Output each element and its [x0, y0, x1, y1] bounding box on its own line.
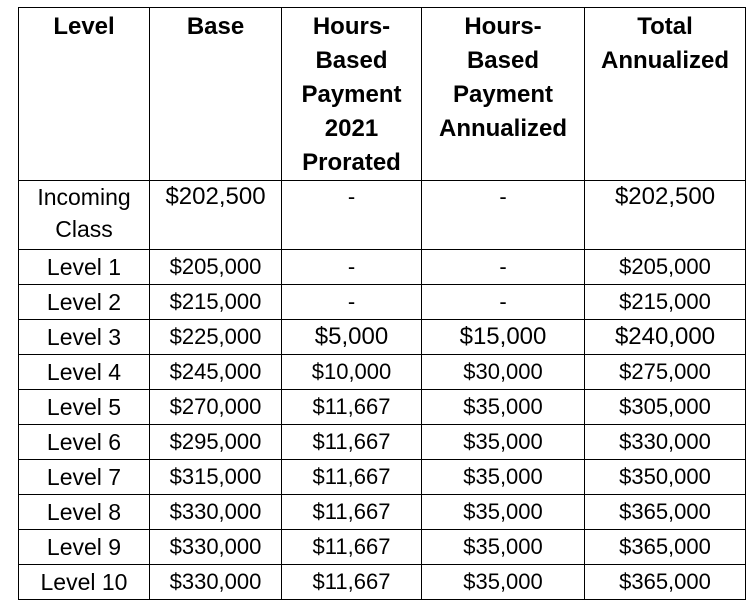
header-line: Total: [637, 13, 693, 40]
annualized-cell: $15,000: [422, 320, 585, 355]
base-cell: $225,000: [150, 320, 282, 355]
total-cell: $205,000: [585, 250, 746, 285]
prorated-cell: $11,667: [282, 495, 422, 530]
header-line: Based: [466, 47, 540, 74]
annualized-cell: $35,000: [422, 495, 585, 530]
table-row: [19, 530, 746, 565]
annualized-cell: -: [422, 181, 585, 250]
header-line: Annualized: [438, 115, 567, 142]
total-cell: $202,500: [585, 181, 746, 250]
header-row: [19, 8, 746, 181]
header-line: 2021: [324, 115, 379, 142]
level-cell: Level 6: [19, 425, 150, 460]
table-row: [19, 320, 746, 355]
header-line: Payment: [452, 81, 554, 108]
header-hours-prorated: [282, 8, 422, 181]
base-cell: $215,000: [150, 285, 282, 320]
table-row: [19, 181, 746, 250]
base-cell: $330,000: [150, 565, 282, 600]
annualized-cell: -: [422, 285, 585, 320]
level-cell: Level 2: [19, 285, 150, 320]
prorated-cell: -: [282, 181, 422, 250]
table-row: [19, 355, 746, 390]
annualized-cell: $30,000: [422, 355, 585, 390]
header-line: Annualized: [600, 47, 729, 74]
level-cell: Level 4: [19, 355, 150, 390]
level-line: Class: [55, 216, 113, 242]
annualized-cell: $35,000: [422, 530, 585, 565]
base-cell: $270,000: [150, 390, 282, 425]
prorated-cell: $11,667: [282, 460, 422, 495]
base-cell: $330,000: [150, 495, 282, 530]
total-cell: $305,000: [585, 390, 746, 425]
annualized-cell: $35,000: [422, 425, 585, 460]
level-cell: Level 10: [19, 565, 150, 600]
table-row: [19, 250, 746, 285]
prorated-cell: $11,667: [282, 390, 422, 425]
header-line: Payment: [301, 81, 402, 108]
prorated-cell: $11,667: [282, 425, 422, 460]
level-line: Incoming: [37, 184, 131, 210]
base-cell: $245,000: [150, 355, 282, 390]
level-cell: [19, 181, 150, 250]
total-cell: $330,000: [585, 425, 746, 460]
table-row: [19, 565, 746, 600]
level-cell: Level 8: [19, 495, 150, 530]
header-level: [19, 8, 150, 181]
prorated-cell: $5,000: [282, 320, 422, 355]
annualized-cell: $35,000: [422, 460, 585, 495]
header-line: Level: [53, 13, 115, 40]
prorated-cell: $11,667: [282, 530, 422, 565]
base-cell: $202,500: [150, 181, 282, 250]
base-cell: $330,000: [150, 530, 282, 565]
total-cell: $240,000: [585, 320, 746, 355]
prorated-cell: $11,667: [282, 565, 422, 600]
level-cell: Level 9: [19, 530, 150, 565]
level-cell: Level 3: [19, 320, 150, 355]
header-line: Based: [315, 47, 388, 74]
table-row: [19, 495, 746, 530]
base-cell: $295,000: [150, 425, 282, 460]
header-line: Base: [186, 13, 245, 40]
level-cell: Level 7: [19, 460, 150, 495]
header-total-annualized: [585, 8, 746, 181]
level-cell: Level 5: [19, 390, 150, 425]
annualized-cell: $35,000: [422, 390, 585, 425]
table-row: [19, 285, 746, 320]
table-row: [19, 425, 746, 460]
header-hours-annualized: [422, 8, 585, 181]
total-cell: $275,000: [585, 355, 746, 390]
level-cell: Level 1: [19, 250, 150, 285]
total-cell: $350,000: [585, 460, 746, 495]
total-cell: $215,000: [585, 285, 746, 320]
table-row: [19, 390, 746, 425]
prorated-cell: -: [282, 250, 422, 285]
prorated-cell: $10,000: [282, 355, 422, 390]
prorated-cell: -: [282, 285, 422, 320]
compensation-table: [18, 7, 746, 600]
table-row: [19, 460, 746, 495]
total-cell: $365,000: [585, 530, 746, 565]
header-base: [150, 8, 282, 181]
total-cell: $365,000: [585, 565, 746, 600]
annualized-cell: -: [422, 250, 585, 285]
header-line: Hours-: [312, 13, 391, 40]
total-cell: $365,000: [585, 495, 746, 530]
base-cell: $315,000: [150, 460, 282, 495]
header-line: Hours-: [464, 13, 542, 40]
header-line: Prorated: [302, 149, 401, 176]
base-cell: $205,000: [150, 250, 282, 285]
annualized-cell: $35,000: [422, 565, 585, 600]
